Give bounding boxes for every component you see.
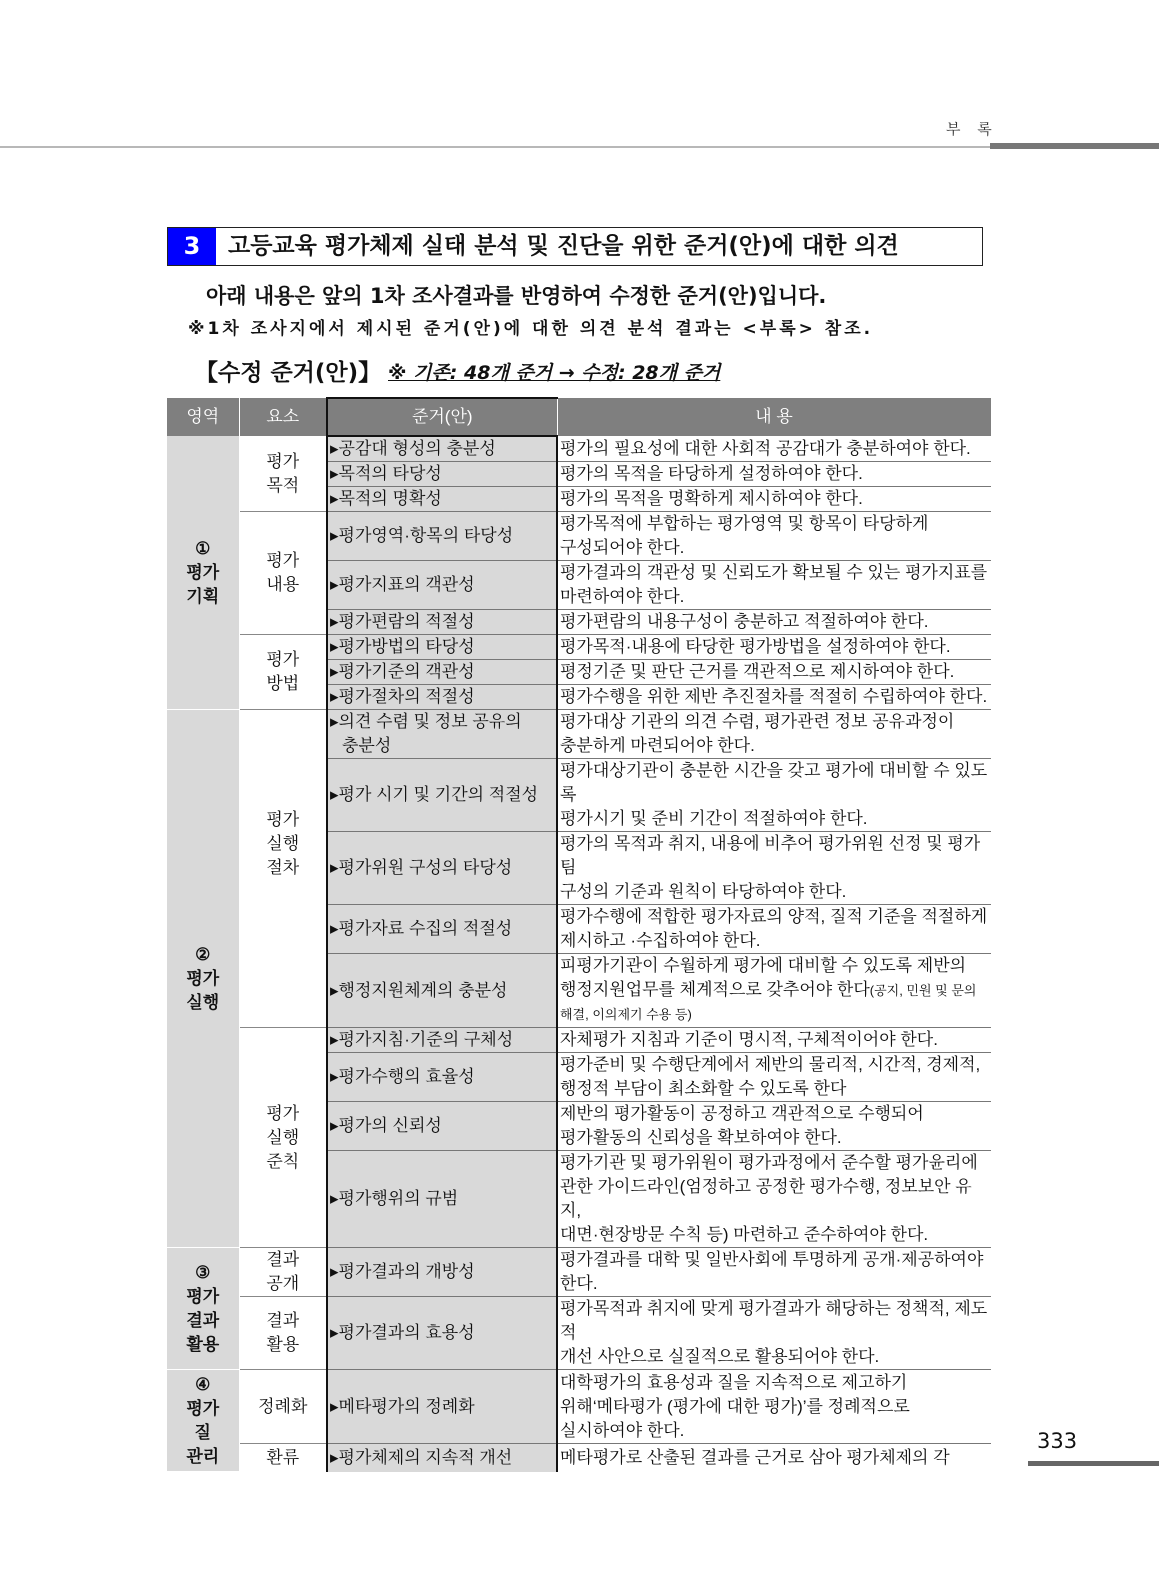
criterion-cell: ▸평가방법의 타당성 (327, 635, 557, 660)
content-line: 제반의 평가활동이 공정하고 객관적으로 수행되어 (560, 1104, 924, 1123)
element-name: 방법 (266, 674, 300, 693)
element-cell (239, 635, 327, 710)
criterion-cell: ▸평가결과의 효용성 (327, 1297, 557, 1370)
element-name: 활용 (266, 1335, 300, 1354)
page-number: 333 (1037, 1429, 1078, 1453)
element-name: 목적 (266, 475, 300, 495)
header-element: 요소 (239, 398, 327, 436)
content-cell: 메타평가로 산출된 결과를 근거로 삼아 평가체제의 각 (557, 1444, 991, 1472)
content-cell (557, 710, 991, 759)
header-divider (0, 146, 990, 148)
element-name: 평가 (266, 551, 300, 570)
criterion-cell: ▸평가결과의 개방성 (327, 1248, 557, 1297)
element-cell (239, 1248, 327, 1297)
criterion-cell: ▸평가절차의 적절성 (327, 685, 557, 710)
element-cell (239, 436, 327, 512)
element-name: 실행 (266, 834, 300, 853)
criterion-cell: ▸평가 시기 및 기간의 적절성 (327, 759, 557, 832)
criteria-table (167, 397, 992, 1472)
section-title: 고등교육 평가체제 실태 분석 및 진단을 위한 준거(안)에 대한 의견 (228, 233, 899, 259)
content-note: 해결, 이의제기 수용 등) (560, 1007, 692, 1022)
content-line: 평가활동의 신뢰성을 확보하여야 한다. (560, 1128, 842, 1147)
content-line: 실시하여야 한다. (560, 1420, 685, 1440)
element-name: 결과 (266, 1311, 300, 1330)
area-number: ④ (195, 1374, 211, 1394)
content-line: 평가준비 및 수행단계에서 제반의 물리적, 시간적, 경제적, (560, 1055, 981, 1074)
table-row (167, 710, 991, 759)
content-cell: 평가의 목적을 명확하게 제시하여야 한다. (557, 487, 991, 512)
table-row (167, 1297, 991, 1370)
header-criterion: 준거(안) (327, 398, 557, 436)
content-line: 마련하여야 한다. (560, 587, 685, 606)
criterion-cell: ▸메타평가의 정례화 (327, 1370, 557, 1444)
element-name: 공개 (266, 1274, 300, 1293)
content-cell: 평가목적·내용에 타당한 평가방법을 설정하여야 한다. (557, 635, 991, 660)
criterion-cell: ▸평가수행의 효율성 (327, 1053, 557, 1102)
content-line: 위해‘메타평가 (평가에 대한 평가)’를 정례적으로 (560, 1396, 910, 1416)
criterion-cell: ▸평가행위의 규범 (327, 1151, 557, 1248)
area-cell (167, 1248, 239, 1370)
content-line: 평가대상기관이 충분한 시간을 갖고 평가에 대비할 수 있도록 (560, 761, 988, 804)
header-content: 내 용 (557, 398, 991, 436)
content-line: 관한 가이드라인(엄정하고 공정한 평가수행, 정보보안 유지, (560, 1177, 972, 1220)
intro-line-1: 아래 내용은 앞의 1차 조사결과를 반영하여 수정한 준거(안)입니다. (206, 284, 827, 308)
criterion-cell: ▸행정지원체계의 충분성 (327, 954, 557, 1028)
content-cell (557, 1102, 991, 1151)
table-row (167, 512, 991, 561)
element-cell: 정례화 (239, 1370, 327, 1444)
criterion-cell: ▸평가영역·항목의 타당성 (327, 512, 557, 561)
area-name: 관리 (186, 1446, 220, 1466)
content-cell (557, 1297, 991, 1370)
content-cell (557, 954, 991, 1028)
content-cell (557, 1053, 991, 1102)
content-cell: 평가의 목적을 타당하게 설정하여야 한다. (557, 462, 991, 487)
element-cell (239, 512, 327, 635)
content-line: 피평가기관이 수월하게 평가에 대비할 수 있도록 제반의 (560, 956, 967, 975)
content-line: 평가목적과 취지에 맞게 평가결과가 해당하는 정책적, 제도적 (560, 1299, 988, 1342)
content-cell (557, 561, 991, 610)
area-name: 질 (194, 1422, 211, 1442)
criterion-line: ▸의견 수렴 및 정보 공유의 (330, 712, 522, 731)
criterion-cell: ▸평가기준의 객관성 (327, 660, 557, 685)
section-heading (167, 227, 983, 266)
table-row (167, 1444, 991, 1472)
content-line: 대학평가의 효용성과 질을 지속적으로 제고하기 (560, 1372, 908, 1392)
area-name: 결과 (186, 1310, 220, 1330)
content-cell (557, 1370, 991, 1444)
content-cell: 평가수행을 위한 제반 추진절차를 적절히 수립하여야 한다. (557, 685, 991, 710)
content-line: 대면·현장방문 수칙 등) 마련하고 준수하여야 한다. (560, 1225, 929, 1244)
element-cell (239, 1028, 327, 1248)
area-name: 실행 (186, 992, 220, 1012)
content-cell (557, 1151, 991, 1248)
area-number: ② (195, 944, 211, 964)
content-line: 행정적 부담이 최소화할 수 있도록 한다 (560, 1079, 847, 1098)
footer-divider (1028, 1461, 1159, 1466)
criterion-cell: ▸공감대 형성의 충분성 (327, 436, 557, 462)
content-line (560, 978, 989, 1003)
table-row (167, 436, 991, 462)
content-line: 한다. (560, 1274, 598, 1293)
criterion-cell (327, 710, 557, 759)
criterion-line: 충분성 (342, 736, 392, 755)
area-name: 평가 (186, 562, 220, 582)
table-row (167, 1028, 991, 1053)
content-line: 평가기관 및 평가위원이 평가과정에서 준수할 평가윤리에 (560, 1153, 978, 1172)
header-divider-accent (990, 143, 1159, 149)
element-cell (239, 710, 327, 1028)
content-text: 행정지원업무를 체계적으로 갖추어야 한다 (560, 980, 870, 999)
element-name: 실행 (266, 1127, 300, 1147)
area-cell (167, 1370, 239, 1472)
criterion-cell: ▸평가자료 수집의 적절성 (327, 905, 557, 954)
content-line: 구성되어야 한다. (560, 538, 685, 557)
criterion-cell: ▸평가위원 구성의 타당성 (327, 832, 557, 905)
criterion-cell: ▸목적의 명확성 (327, 487, 557, 512)
header-label: 부 록 (946, 120, 998, 138)
element-name: 내용 (266, 575, 300, 594)
table-header-row (167, 398, 991, 436)
area-name: 활용 (186, 1334, 220, 1354)
element-cell (239, 1297, 327, 1370)
content-line: 평가결과를 대학 및 일반사회에 투명하게 공개·제공하여야 (560, 1250, 984, 1269)
area-number: ③ (195, 1262, 211, 1282)
element-name: 평가 (266, 810, 300, 829)
area-number: ① (195, 538, 211, 558)
table-row (167, 1248, 991, 1297)
table-row (167, 635, 991, 660)
content-line: 평가의 목적과 취지, 내용에 비추어 평가위원 선정 및 평가팀 (560, 834, 981, 877)
content-line: 평가목적에 부합하는 평가영역 및 항목이 타당하게 (560, 514, 929, 533)
area-name: 평가 (186, 1398, 220, 1418)
area-cell (167, 710, 239, 1248)
content-line: 평가수행에 적합한 평가자료의 양적, 질적 기준을 적절하게 (560, 907, 988, 926)
content-cell: 평정기준 및 판단 근거를 객관적으로 제시하여야 한다. (557, 660, 991, 685)
element-cell: 환류 (239, 1444, 327, 1472)
subsection-note: ※ 기존: 48개 준거 → 수정: 28개 준거 (388, 362, 721, 384)
content-line: 평가결과의 객관성 및 신뢰도가 확보될 수 있는 평가지표를 (560, 563, 988, 582)
element-name: 평가 (266, 451, 300, 471)
content-cell (557, 759, 991, 832)
element-name: 결과 (266, 1250, 300, 1269)
element-name: 준칙 (266, 1151, 300, 1171)
section-number: 3 (168, 228, 216, 265)
element-name: 절차 (266, 858, 300, 877)
header-area: 영역 (167, 398, 239, 436)
content-cell: 평가편람의 내용구성이 충분하고 적절하여야 한다. (557, 610, 991, 635)
content-cell: 평가의 필요성에 대한 사회적 공감대가 충분하여야 한다. (557, 436, 991, 462)
content-line: 구성의 기준과 원칙이 타당하여야 한다. (560, 882, 847, 901)
area-cell (167, 436, 239, 710)
area-name: 평가 (186, 968, 220, 988)
content-line: 충분하게 마련되어야 한다. (560, 736, 755, 755)
content-line: 평가대상 기관의 의견 수렴, 평가관련 정보 공유과정이 (560, 712, 955, 731)
subsection-title: 【수정 준거(안)】 (195, 360, 382, 386)
content-line: 제시하고 ·수집하여야 한다. (560, 931, 761, 950)
intro-line-2: ※1차 조사지에서 제시된 준거(안)에 대한 의견 분석 결과는 <부록> 참조. (188, 319, 874, 339)
content-cell (557, 832, 991, 905)
criterion-cell: ▸평가지표의 객관성 (327, 561, 557, 610)
content-line: 개선 사안으로 실질적으로 활용되어야 한다. (560, 1347, 880, 1366)
criterion-cell: ▸평가편람의 적절성 (327, 610, 557, 635)
criterion-cell: ▸목적의 타당성 (327, 462, 557, 487)
element-name: 평가 (266, 1103, 300, 1123)
area-name: 기획 (186, 586, 220, 606)
content-cell: 자체평가 지침과 기준이 명시적, 구체적이어야 한다. (557, 1028, 991, 1053)
content-cell (557, 512, 991, 561)
criterion-cell: ▸평가의 신뢰성 (327, 1102, 557, 1151)
area-name: 평가 (186, 1286, 220, 1306)
content-cell (557, 905, 991, 954)
content-cell (557, 1248, 991, 1297)
table-row (167, 1370, 991, 1444)
content-note: (공지, 민원 및 문의 (869, 983, 977, 998)
content-line: 평가시기 및 준비 기간이 적절하여야 한다. (560, 809, 868, 828)
element-name: 평가 (266, 650, 300, 669)
criterion-cell: ▸평가지침·기준의 구체성 (327, 1028, 557, 1053)
criterion-cell: ▸평가체제의 지속적 개선 (327, 1444, 557, 1472)
